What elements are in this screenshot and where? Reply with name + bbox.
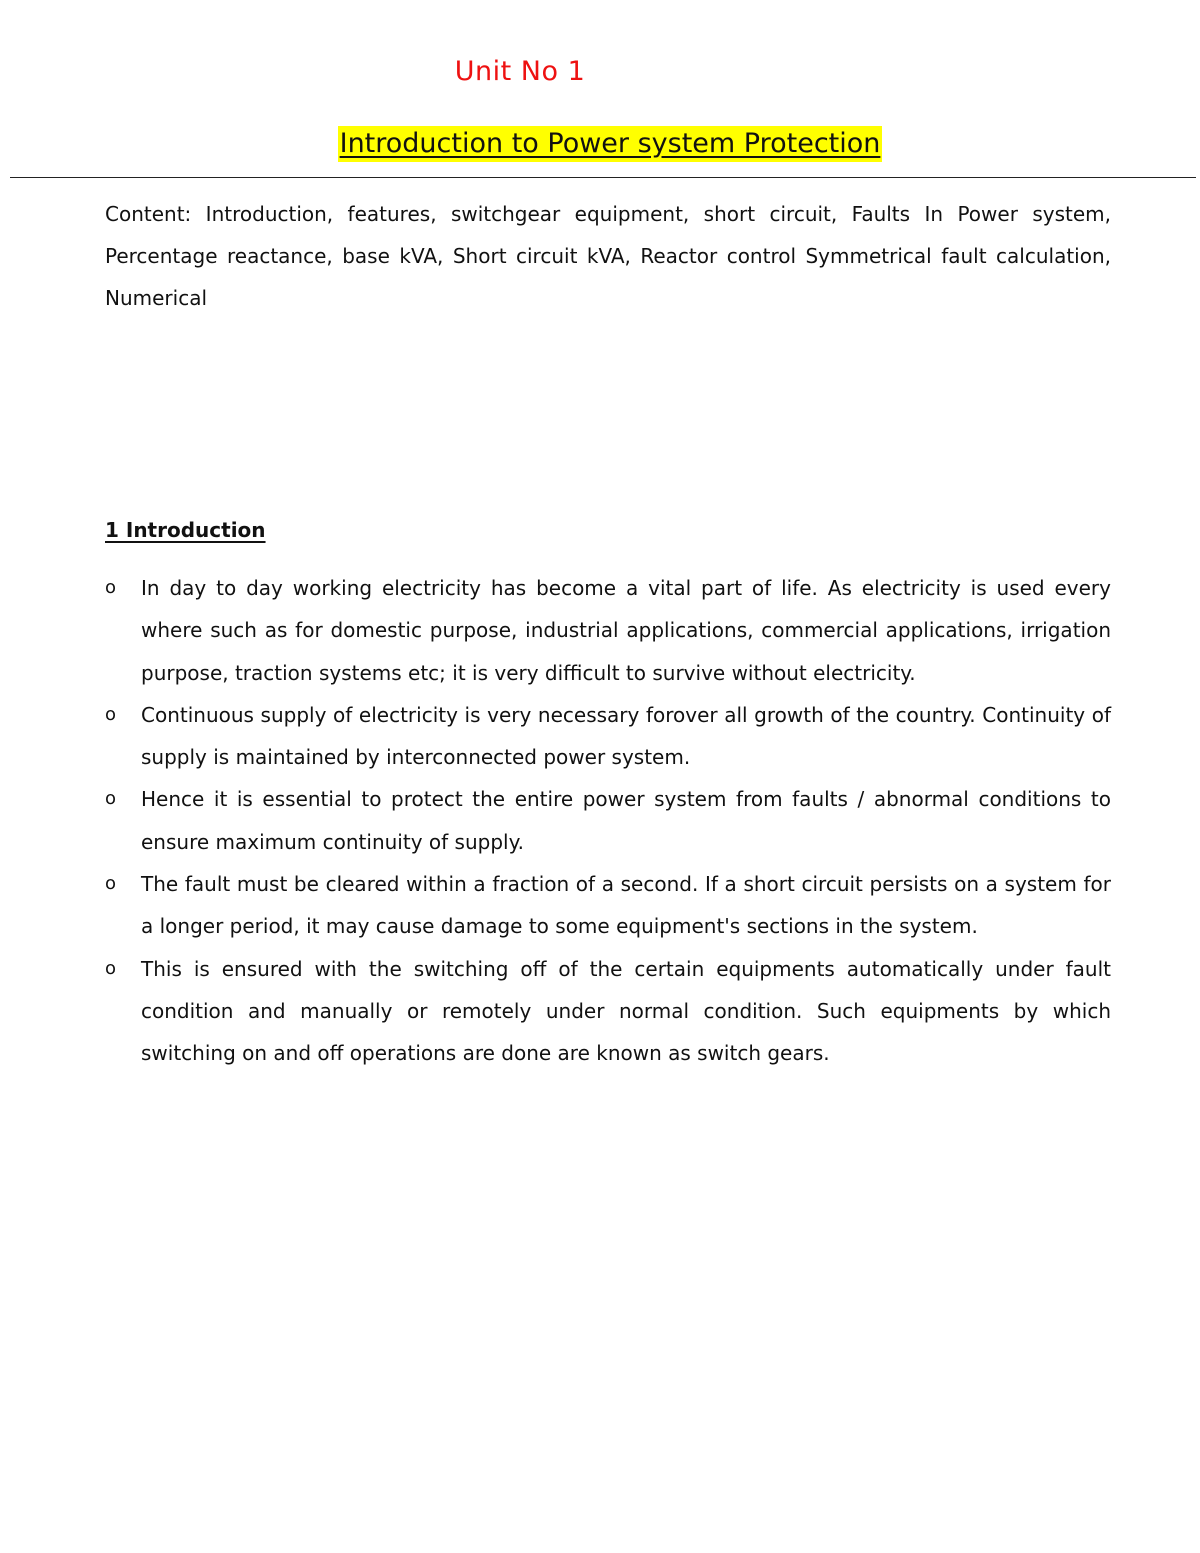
list-item	[105, 778, 1111, 863]
list-item	[105, 567, 1111, 694]
list-item	[105, 948, 1111, 1075]
list-item	[105, 694, 1111, 779]
list-item	[105, 863, 1111, 948]
bullet-circle-icon: o	[105, 577, 117, 598]
bullet-circle-icon: o	[105, 957, 117, 979]
horizontal-divider	[10, 177, 1196, 178]
bullet-circle-icon: o	[105, 788, 117, 810]
bullet-circle-icon: o	[105, 873, 117, 895]
section-heading-introduction: 1 Introduction	[105, 518, 266, 542]
list-item-text: Hence it is essential to protect the entire power system from faults / abnormal conditions to ensure maximum continuity of supply.	[141, 787, 1111, 854]
list-item-text: This is ensured with the switching off of the certain equipments automatically under fault condition and manually or remotely under normal condition. Such equipments by which switching on and off operations are done are known as switch gears.	[141, 956, 1111, 1066]
content-summary: Content: Introduction, features, switchgear equipment, short circuit, Faults In Power system, Percentage reactance, base kVA, Short circuit kVA, Reactor control Symmetrical fault calculation, Numerical	[105, 202, 1111, 310]
list-item-text: In day to day working electricity has become a vital part of life. As electricity is used every where such as for domestic purpose, industrial applications, commercial applications, irrigation purpose, traction systems etc; it is very difficult to survive without electricity.	[141, 576, 1111, 685]
unit-number: Unit No 1	[454, 56, 586, 87]
title-container	[0, 126, 1200, 162]
document-title: Introduction to Power system Protection	[338, 126, 883, 162]
list-item-text: The fault must be cleared within a fraction of a second. If a short circuit persists on a system for a longer period, it may cause damage to some equipment's sections in the system.	[141, 872, 1111, 939]
list-item-text: Continuous supply of electricity is very necessary forover all growth of the country. Continuity of supply is maintained by interconnected power system.	[141, 702, 1111, 770]
introduction-bullet-list	[105, 567, 1111, 1075]
bullet-circle-icon: o	[105, 703, 117, 725]
